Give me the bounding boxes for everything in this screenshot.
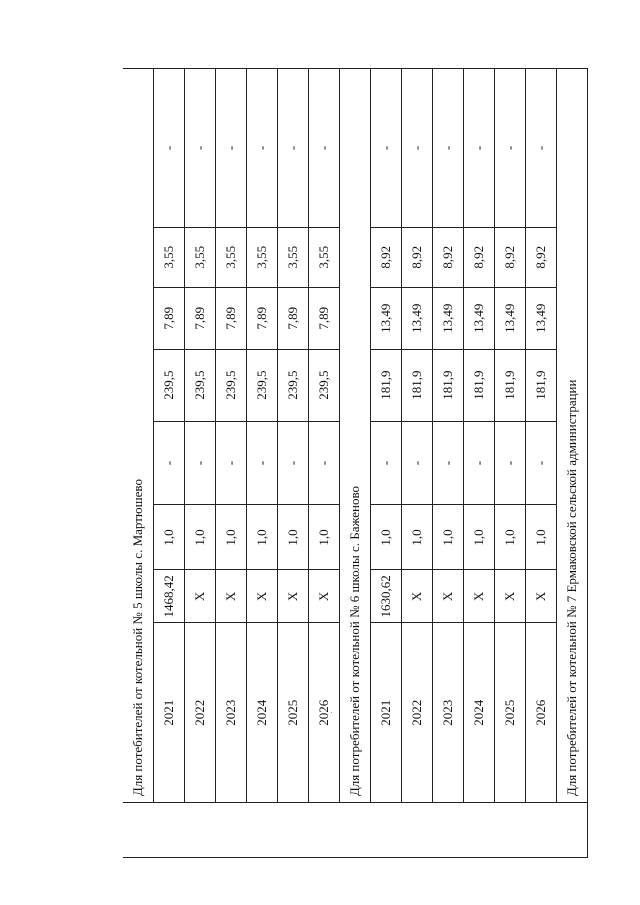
value-cell: Х	[433, 570, 464, 623]
value-cell: -	[278, 421, 309, 505]
value-cell: -	[371, 69, 402, 228]
value-cell: Х	[402, 570, 433, 623]
table-row	[433, 69, 464, 858]
value-cell: -	[464, 421, 495, 505]
value-cell: -	[495, 69, 526, 228]
value-cell: -	[526, 421, 557, 505]
value-cell: 181,9	[526, 349, 557, 421]
value-cell: 13,49	[402, 287, 433, 349]
value-cell: Х	[278, 570, 309, 623]
value-cell: 13,49	[526, 287, 557, 349]
value-cell: 1,0	[464, 505, 495, 570]
value-cell: -	[278, 69, 309, 228]
value-cell: 3,55	[247, 227, 278, 287]
section-header: Для потебителей от котельной № 5 школы с. Мартюшево	[123, 69, 154, 803]
value-cell: 239,5	[154, 349, 185, 421]
value-cell: 7,89	[247, 287, 278, 349]
section-header: Для потребителей от котельной № 6 школы с. Баженово	[340, 69, 371, 803]
value-cell: -	[185, 421, 216, 505]
value-cell: 181,9	[402, 349, 433, 421]
value-cell: 1,0	[185, 505, 216, 570]
value-cell: 3,55	[185, 227, 216, 287]
year-cell: 2026	[526, 623, 557, 803]
year-cell: 2026	[309, 623, 340, 803]
value-cell: 181,9	[464, 349, 495, 421]
value-cell: -	[309, 421, 340, 505]
year-cell: 2021	[371, 623, 402, 803]
value-cell: 1630,62	[371, 570, 402, 623]
tariff-table	[123, 68, 588, 858]
value-cell: 7,89	[309, 287, 340, 349]
value-cell: -	[216, 69, 247, 228]
value-cell: 239,5	[247, 349, 278, 421]
value-cell: 1,0	[278, 505, 309, 570]
value-cell: Х	[247, 570, 278, 623]
table-row	[526, 69, 557, 858]
value-cell: 13,49	[495, 287, 526, 349]
value-cell: 181,9	[433, 349, 464, 421]
value-cell: 1,0	[402, 505, 433, 570]
table-row	[247, 69, 278, 858]
value-cell: -	[216, 421, 247, 505]
value-cell: 1,0	[495, 505, 526, 570]
value-cell: 13,49	[433, 287, 464, 349]
value-cell: 7,89	[185, 287, 216, 349]
year-cell: 2024	[247, 623, 278, 803]
value-cell: 1468,42	[154, 570, 185, 623]
value-cell: -	[402, 421, 433, 505]
value-cell: 3,55	[154, 227, 185, 287]
table-row	[309, 69, 340, 858]
value-cell: 13,49	[464, 287, 495, 349]
value-cell: Х	[216, 570, 247, 623]
value-cell: 181,9	[495, 349, 526, 421]
value-cell: 1,0	[526, 505, 557, 570]
year-cell: 2023	[433, 623, 464, 803]
table-row	[278, 69, 309, 858]
value-cell: -	[495, 421, 526, 505]
value-cell: Х	[526, 570, 557, 623]
table-row	[464, 69, 495, 858]
table-row	[371, 69, 402, 858]
value-cell: 13,49	[371, 287, 402, 349]
rotated-page	[123, 68, 583, 858]
table-body	[123, 69, 588, 858]
value-cell: 8,92	[433, 227, 464, 287]
speck	[331, 712, 332, 713]
year-cell: 2022	[185, 623, 216, 803]
value-cell: Х	[464, 570, 495, 623]
year-cell: 2024	[464, 623, 495, 803]
value-cell: -	[464, 69, 495, 228]
value-cell: 8,92	[464, 227, 495, 287]
table-row	[402, 69, 433, 858]
value-cell: 239,5	[278, 349, 309, 421]
value-cell: -	[371, 421, 402, 505]
value-cell: 3,55	[216, 227, 247, 287]
value-cell: -	[154, 421, 185, 505]
value-cell: 239,5	[185, 349, 216, 421]
value-cell: 7,89	[278, 287, 309, 349]
section-header-row	[557, 69, 588, 858]
year-cell: 2022	[402, 623, 433, 803]
value-cell: 8,92	[526, 227, 557, 287]
value-cell: 8,92	[402, 227, 433, 287]
value-cell: -	[309, 69, 340, 228]
value-cell: 239,5	[216, 349, 247, 421]
value-cell: 8,92	[371, 227, 402, 287]
value-cell: -	[247, 421, 278, 505]
value-cell: 1,0	[433, 505, 464, 570]
value-cell: 3,55	[278, 227, 309, 287]
value-cell: 1,0	[216, 505, 247, 570]
value-cell: 1,0	[371, 505, 402, 570]
year-cell: 2025	[278, 623, 309, 803]
value-cell: 1,0	[309, 505, 340, 570]
value-cell: -	[433, 69, 464, 228]
year-cell: 2023	[216, 623, 247, 803]
value-cell: 7,89	[216, 287, 247, 349]
table-row	[154, 69, 185, 858]
value-cell: 7,89	[154, 287, 185, 349]
section-header: Для потребителей от котельной № 7 Ермаковской сельской администрации	[557, 69, 588, 803]
value-cell: -	[247, 69, 278, 228]
value-cell: -	[433, 421, 464, 505]
table-row	[216, 69, 247, 858]
blank-left-column	[123, 803, 588, 858]
value-cell: -	[526, 69, 557, 228]
value-cell: Х	[185, 570, 216, 623]
table-row	[185, 69, 216, 858]
value-cell: 239,5	[309, 349, 340, 421]
value-cell: -	[402, 69, 433, 228]
value-cell: -	[185, 69, 216, 228]
value-cell: -	[154, 69, 185, 228]
value-cell: Х	[495, 570, 526, 623]
value-cell: 3,55	[309, 227, 340, 287]
year-cell: 2025	[495, 623, 526, 803]
value-cell: 1,0	[154, 505, 185, 570]
value-cell: 8,92	[495, 227, 526, 287]
value-cell: 1,0	[247, 505, 278, 570]
section-header-row	[340, 69, 371, 858]
value-cell: 181,9	[371, 349, 402, 421]
section-header-row	[123, 69, 154, 858]
table-row	[495, 69, 526, 858]
year-cell: 2021	[154, 623, 185, 803]
value-cell: Х	[309, 570, 340, 623]
